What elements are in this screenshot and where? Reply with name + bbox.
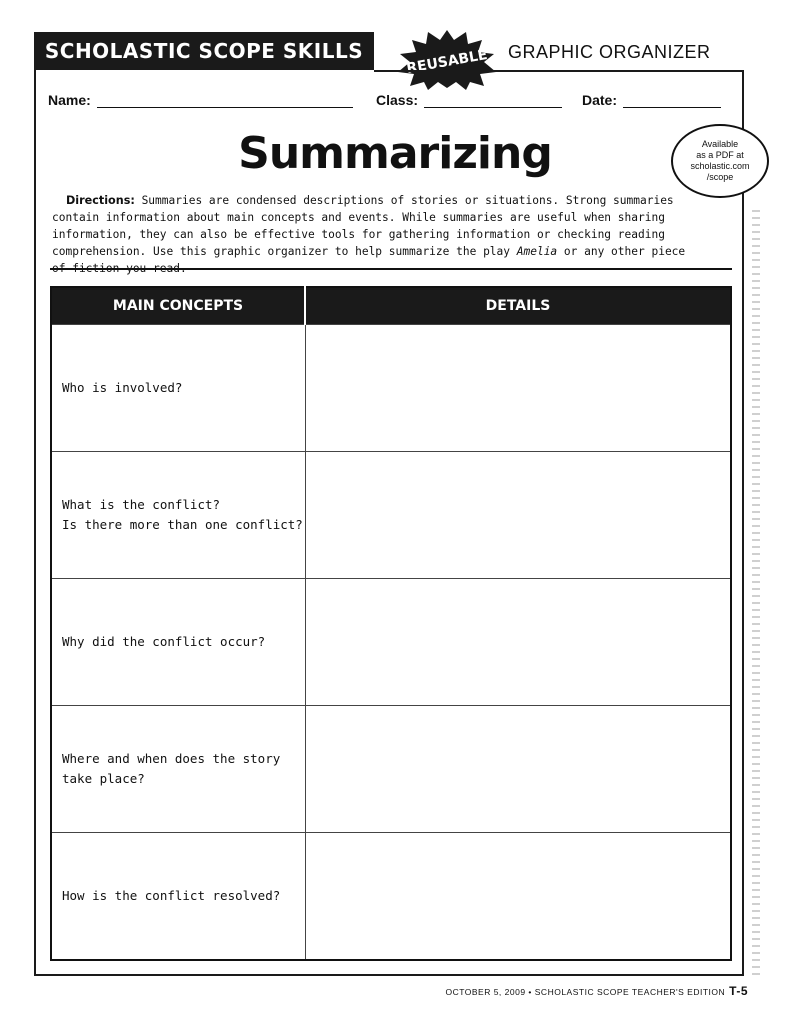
directions-lead: Directions: [66, 194, 135, 207]
class-field [376, 92, 562, 108]
page-number: T-5 [729, 984, 748, 998]
concept-cell [51, 579, 305, 706]
frame-top-border [374, 70, 744, 72]
details-cell[interactable] [305, 579, 731, 706]
directions-paragraph [52, 192, 702, 277]
details-cell[interactable] [305, 833, 731, 961]
table-header-row [51, 287, 731, 325]
concept-cell [51, 706, 305, 833]
page-footer [445, 984, 748, 998]
name-field [48, 92, 353, 108]
main-concepts-header: MAIN CONCEPTS [51, 287, 305, 325]
concept-text: Why did the conflict occur? [62, 634, 266, 649]
table-row [51, 706, 731, 833]
play-title: Amelia [516, 245, 558, 258]
details-cell[interactable] [305, 706, 731, 833]
document-type-label: GRAPHIC ORGANIZER [508, 42, 711, 62]
margin-perforation [752, 210, 760, 980]
page-title: Summarizing [238, 128, 552, 179]
pdf-availability-bubble [671, 124, 769, 198]
concept-text-2: take place? [62, 771, 145, 786]
table-row [51, 833, 731, 961]
pdf-note-line2: as a PDF at [696, 150, 744, 160]
directions-text-2: or any other piece of fiction you read. [52, 245, 686, 275]
table-row [51, 452, 731, 579]
date-blank[interactable] [623, 93, 721, 108]
concept-cell [51, 325, 305, 452]
name-blank[interactable] [97, 93, 353, 108]
edition-text: OCTOBER 5, 2009 • SCHOLASTIC SCOPE TEACHER'S EDITION [445, 987, 726, 997]
name-label: Name: [48, 92, 91, 108]
table-row [51, 579, 731, 706]
concept-cell [51, 452, 305, 579]
class-label: Class: [376, 92, 419, 108]
concept-cell [51, 833, 305, 961]
concept-text: How is the conflict resolved? [62, 888, 281, 903]
concept-text: Where and when does the story [62, 751, 281, 766]
pdf-note-line1: Available [701, 139, 739, 149]
concept-text-2: Is there more than one conflict? [62, 517, 303, 532]
badge-label: REUSABLE [405, 47, 489, 77]
pdf-note-line3: scholastic.com [690, 161, 750, 171]
details-cell[interactable] [305, 325, 731, 452]
concept-text: What is the conflict? [62, 497, 221, 512]
details-header: DETAILS [305, 287, 731, 325]
date-field [582, 92, 721, 108]
table-row [51, 325, 731, 452]
directions-text-1: Summaries are condensed descriptions of stories or situations. Strong summaries contain information about main concepts and events. While summaries are useful when sharing information, they can also be effective tools for gathering information or checking reading comprehension. Use this graphic organizer to help summarize the play [52, 194, 674, 258]
details-cell[interactable] [305, 452, 731, 579]
series-title-bar: SCHOLASTIC SCOPE SKILLS [34, 32, 374, 70]
concept-text: Who is involved? [62, 380, 183, 395]
date-label: Date: [582, 92, 618, 108]
summary-organizer-table [50, 286, 732, 961]
class-blank[interactable] [424, 93, 562, 108]
pdf-note-line4: /scope [706, 172, 734, 182]
section-divider [50, 268, 732, 270]
